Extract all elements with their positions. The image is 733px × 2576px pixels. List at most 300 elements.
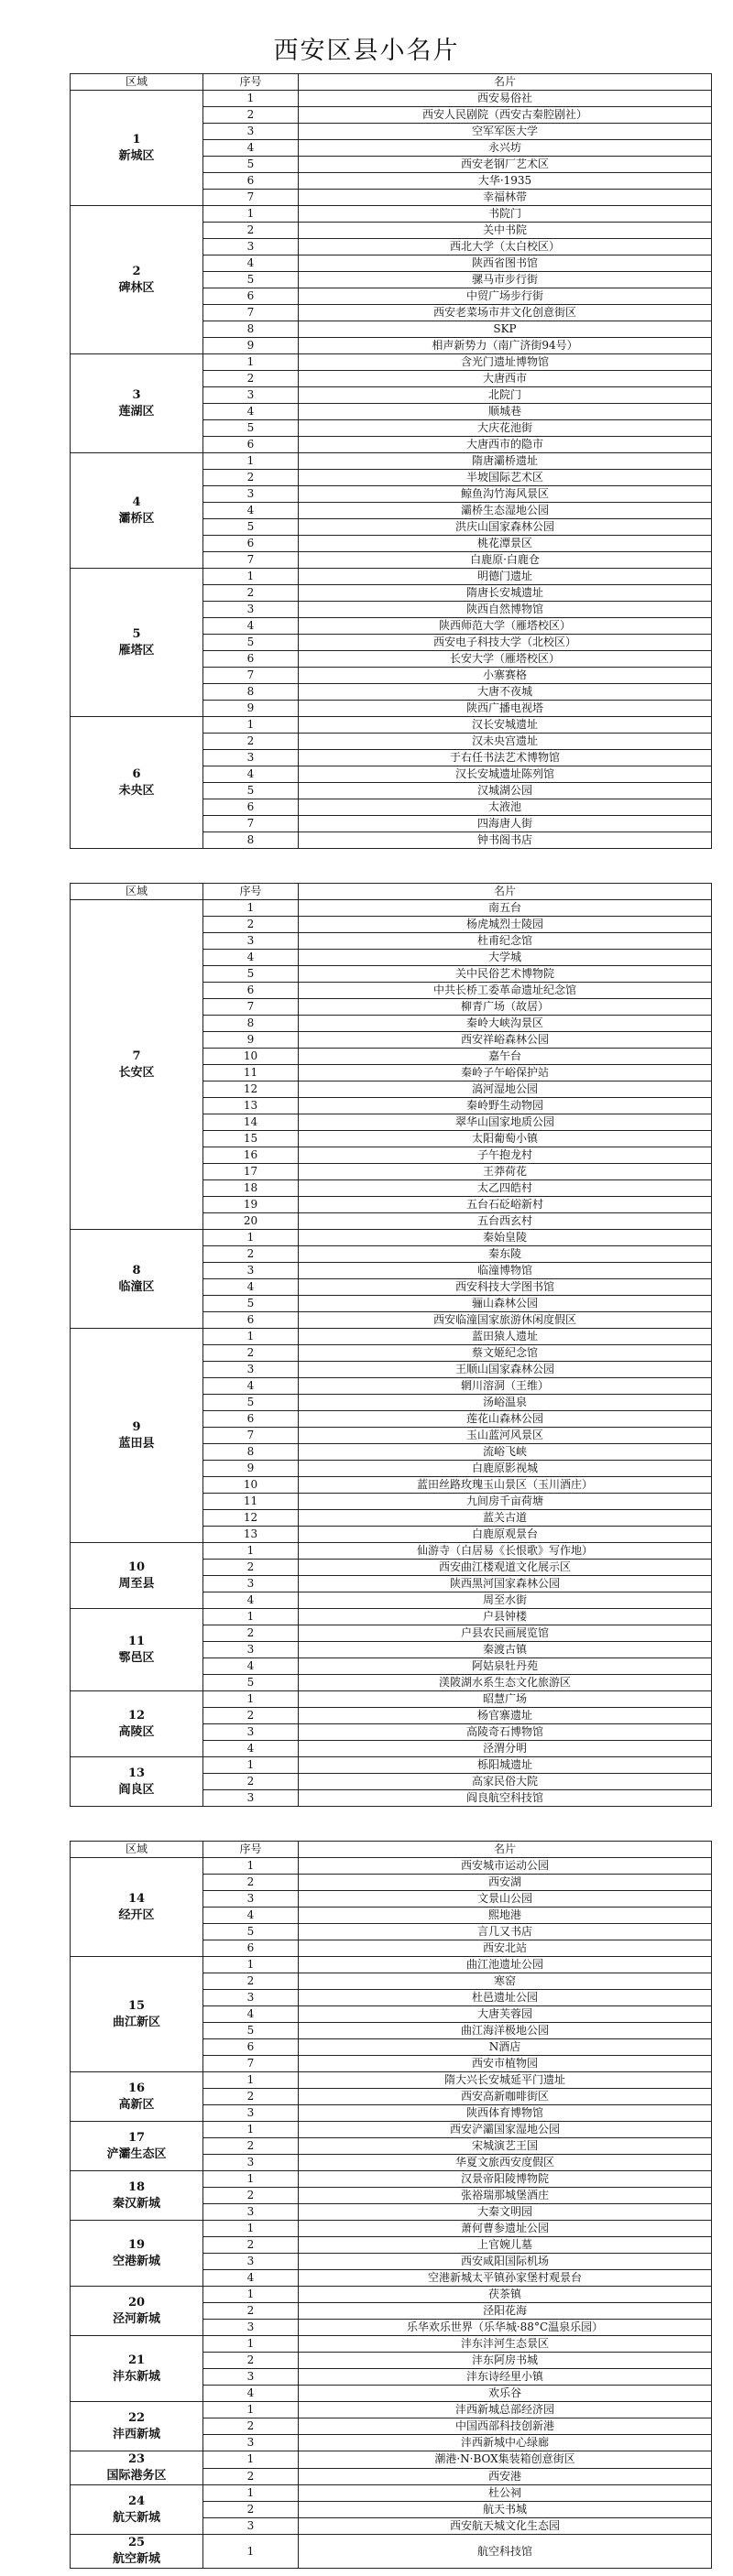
item-index: 7 — [203, 305, 299, 321]
item-index: 6 — [203, 1411, 299, 1428]
item-name: 秦渡古镇 — [299, 1642, 712, 1658]
header-row — [71, 1842, 712, 1858]
item-index: 5 — [203, 966, 299, 983]
district-cell — [71, 1543, 203, 1609]
item-name: 萧何曹参遗址公园 — [299, 2221, 712, 2237]
item-index: 5 — [203, 272, 299, 288]
item-index: 5 — [203, 635, 299, 651]
section-gap — [0, 849, 733, 883]
item-index: 1 — [203, 2535, 299, 2569]
item-index: 2 — [203, 2502, 299, 2518]
district-cell — [71, 569, 203, 717]
item-name: 西安湖 — [299, 1875, 712, 1891]
item-index: 5 — [203, 420, 299, 437]
item-name: 西安浐灞国家湿地公园 — [299, 2122, 712, 2138]
item-index: 4 — [203, 140, 299, 157]
item-index: 1 — [203, 2287, 299, 2303]
district-name: 蓝田县 — [118, 1436, 155, 1451]
district-number: 11 — [127, 1634, 146, 1648]
item-index: 3 — [203, 1790, 299, 1807]
district-cell — [71, 1957, 203, 2072]
item-name: 明德门遗址 — [299, 569, 712, 585]
item-index: 8 — [203, 321, 299, 338]
item-index: 6 — [203, 536, 299, 552]
table-row — [71, 1957, 712, 1973]
district-cell — [71, 2221, 203, 2287]
district-cell — [71, 900, 203, 1230]
item-index: 1 — [203, 1543, 299, 1560]
item-index: 8 — [203, 684, 299, 701]
item-name: 钟书阁书店 — [299, 832, 712, 849]
item-index: 5 — [203, 157, 299, 173]
item-name: 杜甫纪念馆 — [299, 933, 712, 950]
district-table — [70, 1841, 712, 2569]
item-index: 3 — [203, 602, 299, 618]
item-index: 13 — [203, 1527, 299, 1543]
item-index: 11 — [203, 1494, 299, 1510]
item-index: 4 — [203, 503, 299, 519]
item-name: 户县钟楼 — [299, 1609, 712, 1625]
item-index: 9 — [203, 1461, 299, 1477]
item-name: 洪庆山国家森林公园 — [299, 519, 712, 536]
item-name: 西安市植物园 — [299, 2056, 712, 2072]
item-index: 7 — [203, 552, 299, 569]
district-name: 秦汉新城 — [112, 2196, 160, 2211]
district-number: 24 — [127, 2494, 146, 2508]
item-index: 3 — [203, 2369, 299, 2386]
item-index: 9 — [203, 1032, 299, 1049]
item-name: 宋城演艺王国 — [299, 2138, 712, 2155]
district-number: 21 — [127, 2353, 146, 2367]
item-name: 大华·1935 — [299, 173, 712, 190]
item-index: 1 — [203, 2336, 299, 2353]
item-index: 4 — [203, 404, 299, 420]
item-index: 6 — [203, 651, 299, 668]
item-name: 西安易俗社 — [299, 91, 712, 107]
item-name: 西安祥峪森林公园 — [299, 1032, 712, 1049]
item-name: 西安老菜场市井文化创意街区 — [299, 305, 712, 321]
item-index: 3 — [203, 2435, 299, 2451]
item-name: 航空科技馆 — [299, 2535, 712, 2569]
district-cell — [71, 2535, 203, 2569]
item-name: 户县农民画展览馆 — [299, 1625, 712, 1642]
district-cell — [71, 2287, 203, 2336]
item-name: 曲江池遗址公园 — [299, 1957, 712, 1973]
item-name: 乐华欢乐世界（乐华城·88°C温泉乐园） — [299, 2320, 712, 2336]
item-name: 顺城巷 — [299, 404, 712, 420]
item-name: 关中书院 — [299, 223, 712, 239]
item-name: 翠华山国家地质公园 — [299, 1114, 712, 1131]
item-index: 3 — [203, 387, 299, 404]
item-index: 1 — [203, 717, 299, 734]
item-name: 蓝关古道 — [299, 1510, 712, 1527]
district-name: 雁塔区 — [118, 643, 155, 658]
item-name: 杨虎城烈士陵园 — [299, 917, 712, 933]
item-index: 2 — [203, 1973, 299, 1990]
item-index: 16 — [203, 1147, 299, 1164]
district-name: 高新区 — [118, 2097, 155, 2112]
item-name: 仙游寺（白居易《长恨歌》写作地） — [299, 1543, 712, 1560]
item-index: 2 — [203, 470, 299, 486]
district-tables — [0, 73, 733, 2569]
item-index: 1 — [203, 1329, 299, 1345]
item-index: 6 — [203, 799, 299, 816]
item-name: 沣东沣河生态景区 — [299, 2336, 712, 2353]
item-index: 7 — [203, 2056, 299, 2072]
item-index: 1 — [203, 2451, 299, 2469]
item-index: 3 — [203, 239, 299, 255]
district-number: 8 — [132, 1263, 141, 1277]
item-index: 1 — [203, 1691, 299, 1708]
item-index: 5 — [203, 1924, 299, 1940]
header-index: 序号 — [203, 1842, 299, 1858]
item-name: 汉景帝阳陵博物院 — [299, 2171, 712, 2188]
item-name: 白鹿原观景台 — [299, 1527, 712, 1543]
item-name: 西安咸阳国际机场 — [299, 2254, 712, 2270]
district-name: 未央区 — [118, 783, 155, 798]
district-name: 空港新城 — [112, 2254, 160, 2268]
district-name: 新城区 — [118, 148, 155, 163]
item-index: 5 — [203, 783, 299, 799]
item-index: 4 — [203, 618, 299, 635]
item-name: N酒店 — [299, 2039, 712, 2056]
district-cell — [71, 1329, 203, 1543]
item-index: 2 — [203, 223, 299, 239]
district-name: 泾河新城 — [112, 2311, 160, 2326]
item-name: 汉长安城遗址 — [299, 717, 712, 734]
item-name: 空军军医大学 — [299, 124, 712, 140]
item-index: 4 — [203, 1658, 299, 1675]
item-name: 五台石砭峪新村 — [299, 1197, 712, 1213]
item-name: 大学城 — [299, 950, 712, 966]
item-name: 长安大学（雁塔校区） — [299, 651, 712, 668]
district-cell — [71, 1757, 203, 1807]
item-index: 12 — [203, 1081, 299, 1098]
item-name: 陕西广播电视塔 — [299, 701, 712, 717]
item-index: 2 — [203, 1560, 299, 1576]
header-district: 区域 — [71, 1842, 203, 1858]
item-index: 2 — [203, 585, 299, 602]
item-index: 1 — [203, 91, 299, 107]
item-index: 1 — [203, 1957, 299, 1973]
item-name: 昭慧广场 — [299, 1691, 712, 1708]
table-row — [71, 1329, 712, 1345]
district-cell — [71, 1691, 203, 1757]
item-name: 灞桥生态湿地公园 — [299, 503, 712, 519]
item-name: 华夏文旅西安度假区 — [299, 2155, 712, 2171]
item-index: 1 — [203, 206, 299, 223]
item-index: 8 — [203, 1016, 299, 1032]
item-index: 3 — [203, 1576, 299, 1592]
district-cell — [71, 2451, 203, 2485]
district-cell — [71, 2485, 203, 2535]
item-name: 渼陂湖水系生态文化旅游区 — [299, 1675, 712, 1691]
item-name: 子午抱龙村 — [299, 1147, 712, 1164]
item-index: 4 — [203, 1279, 299, 1296]
item-index: 15 — [203, 1131, 299, 1147]
district-cell — [71, 2336, 203, 2402]
district-cell — [71, 2072, 203, 2122]
district-name: 沣西新城 — [112, 2427, 160, 2441]
item-name: 幸福林带 — [299, 190, 712, 206]
item-index: 4 — [203, 2386, 299, 2402]
district-cell — [71, 2402, 203, 2451]
district-cell — [71, 2122, 203, 2171]
header-district: 区域 — [71, 884, 203, 900]
item-index: 2 — [203, 1345, 299, 1362]
item-index: 5 — [203, 1675, 299, 1691]
item-index: 2 — [203, 1708, 299, 1724]
item-name: 周至水街 — [299, 1592, 712, 1609]
header-name: 名片 — [299, 74, 712, 91]
item-name: 阿姑泉牡丹苑 — [299, 1658, 712, 1675]
item-name: 曲江海洋极地公园 — [299, 2023, 712, 2039]
item-index: 3 — [203, 486, 299, 503]
item-name: 沣东阿房书城 — [299, 2353, 712, 2369]
item-index: 2 — [203, 2237, 299, 2254]
header-name: 名片 — [299, 884, 712, 900]
item-index: 2 — [203, 107, 299, 124]
item-index: 1 — [203, 453, 299, 470]
district-name: 阎良区 — [118, 1782, 155, 1797]
item-name: 陕西自然博物馆 — [299, 602, 712, 618]
item-index: 3 — [203, 750, 299, 766]
item-index: 4 — [203, 1378, 299, 1395]
district-name: 国际港务区 — [106, 2469, 167, 2483]
item-name: 上官婉儿墓 — [299, 2237, 712, 2254]
table-row — [71, 2287, 712, 2303]
item-index: 3 — [203, 2204, 299, 2221]
item-index: 3 — [203, 2518, 299, 2535]
item-index: 1 — [203, 1230, 299, 1246]
item-index: 18 — [203, 1180, 299, 1197]
district-name: 高陵区 — [118, 1724, 155, 1739]
item-index: 9 — [203, 701, 299, 717]
item-index: 3 — [203, 1642, 299, 1658]
district-number: 18 — [127, 2179, 146, 2194]
item-name: 辋川溶洞（王维） — [299, 1378, 712, 1395]
item-index: 5 — [203, 519, 299, 536]
district-cell — [71, 453, 203, 569]
item-name: 西安港 — [299, 2468, 712, 2485]
item-index: 1 — [203, 2221, 299, 2237]
district-cell — [71, 206, 203, 354]
item-index: 1 — [203, 354, 299, 371]
item-name: 大秦文明园 — [299, 2204, 712, 2221]
item-name: 西安曲江楼观道文化展示区 — [299, 1560, 712, 1576]
item-index: 6 — [203, 437, 299, 453]
item-name: 中贸广场步行街 — [299, 288, 712, 305]
item-name: 关中民俗艺术博物院 — [299, 966, 712, 983]
table-row — [71, 717, 712, 734]
table-row — [71, 2402, 712, 2418]
item-name: 秦岭大峡沟景区 — [299, 1016, 712, 1032]
item-index: 1 — [203, 2072, 299, 2089]
header-index: 序号 — [203, 884, 299, 900]
item-name: 欢乐谷 — [299, 2386, 712, 2402]
item-index: 2 — [203, 2138, 299, 2155]
district-cell — [71, 1858, 203, 1957]
item-index: 2 — [203, 917, 299, 933]
item-name: 阎良航空科技馆 — [299, 1790, 712, 1807]
item-name: 五台西玄村 — [299, 1213, 712, 1230]
item-name: 言几又书店 — [299, 1924, 712, 1940]
item-index: 2 — [203, 1246, 299, 1263]
item-name: 汉长安城遗址陈列馆 — [299, 766, 712, 783]
item-name: 陕西省图书馆 — [299, 255, 712, 272]
item-name: 张裕瑞那城堡酒庄 — [299, 2188, 712, 2204]
item-name: 寒窑 — [299, 1973, 712, 1990]
item-index: 2 — [203, 2353, 299, 2369]
item-name: 汉城湖公园 — [299, 783, 712, 799]
district-name: 莲湖区 — [118, 404, 155, 418]
district-cell — [71, 1609, 203, 1691]
table-row — [71, 1757, 712, 1774]
item-name: 桃花潭景区 — [299, 536, 712, 552]
district-number: 6 — [132, 766, 141, 781]
item-name: 玉山蓝河风景区 — [299, 1428, 712, 1444]
item-name: 西北大学（太白校区） — [299, 239, 712, 255]
district-name: 航空新城 — [112, 2552, 160, 2566]
table-row — [71, 2336, 712, 2353]
item-name: 秦东陵 — [299, 1246, 712, 1263]
item-index: 3 — [203, 1990, 299, 2006]
district-name: 灞桥区 — [118, 511, 155, 526]
item-index: 1 — [203, 569, 299, 585]
item-name: 临潼博物馆 — [299, 1263, 712, 1279]
item-index: 4 — [203, 1741, 299, 1757]
district-cell — [71, 91, 203, 206]
table-row — [71, 2535, 712, 2569]
item-index: 3 — [203, 2320, 299, 2336]
district-name: 浐灞生态区 — [106, 2147, 167, 2161]
item-index: 4 — [203, 1908, 299, 1924]
item-index: 3 — [203, 1724, 299, 1741]
item-index: 6 — [203, 983, 299, 999]
district-number: 12 — [127, 1708, 146, 1723]
item-name: 大唐不夜城 — [299, 684, 712, 701]
item-name: 隋唐长安城遗址 — [299, 585, 712, 602]
item-index: 7 — [203, 999, 299, 1016]
district-name: 经开区 — [118, 1908, 155, 1922]
item-name: 蓝田猿人遗址 — [299, 1329, 712, 1345]
item-index: 2 — [203, 2468, 299, 2485]
item-index: 4 — [203, 950, 299, 966]
table-row — [71, 1543, 712, 1560]
item-name: 白鹿原·白鹿仓 — [299, 552, 712, 569]
item-index: 4 — [203, 2006, 299, 2023]
district-number: 13 — [127, 1766, 146, 1780]
item-index: 1 — [203, 2122, 299, 2138]
item-name: 茯茶镇 — [299, 2287, 712, 2303]
item-name: 嘉午台 — [299, 1049, 712, 1065]
item-name: 秦岭子午峪保护站 — [299, 1065, 712, 1081]
item-name: 永兴坊 — [299, 140, 712, 157]
district-number: 25 — [127, 2536, 146, 2549]
item-name: 白鹿原影视城 — [299, 1461, 712, 1477]
table-row — [71, 91, 712, 107]
district-name: 周至县 — [118, 1576, 155, 1591]
district-name: 临潼区 — [118, 1279, 155, 1294]
item-name: 九间房千亩荷塘 — [299, 1494, 712, 1510]
item-index: 11 — [203, 1065, 299, 1081]
item-name: 骊山森林公园 — [299, 1296, 712, 1312]
item-index: 2 — [203, 734, 299, 750]
district-table — [70, 883, 712, 1807]
item-name: 陕西黑河国家森林公园 — [299, 1576, 712, 1592]
item-name: 西安高新咖啡街区 — [299, 2089, 712, 2105]
item-name: 沣西新城中心绿廊 — [299, 2435, 712, 2451]
table-row — [71, 354, 712, 371]
header-district: 区域 — [71, 74, 203, 91]
table-row — [71, 1858, 712, 1875]
item-index: 4 — [203, 766, 299, 783]
district-name: 鄠邑区 — [118, 1650, 155, 1665]
district-name: 长安区 — [118, 1065, 155, 1080]
item-name: 西安科技大学图书馆 — [299, 1279, 712, 1296]
district-number: 22 — [127, 2410, 146, 2425]
item-index: 6 — [203, 1940, 299, 1957]
item-name: 陕西师范大学（雁塔校区） — [299, 618, 712, 635]
item-index: 3 — [203, 2155, 299, 2171]
item-index: 1 — [203, 2485, 299, 2502]
item-index: 3 — [203, 933, 299, 950]
item-name: 西安航天城文化生态园 — [299, 2518, 712, 2535]
table-row — [71, 2122, 712, 2138]
item-name: 大唐西市的隐市 — [299, 437, 712, 453]
item-index: 1 — [203, 1757, 299, 1774]
item-index: 9 — [203, 338, 299, 354]
item-name: 沣西新城总部经济园 — [299, 2402, 712, 2418]
item-index: 3 — [203, 2254, 299, 2270]
item-index: 3 — [203, 2105, 299, 2122]
item-name: 泾渭分明 — [299, 1741, 712, 1757]
header-name: 名片 — [299, 1842, 712, 1858]
item-name: 北院门 — [299, 387, 712, 404]
item-index: 6 — [203, 1312, 299, 1329]
item-index: 2 — [203, 2418, 299, 2435]
item-name: 王顺山国家森林公园 — [299, 1362, 712, 1378]
item-name: 骡马市步行街 — [299, 272, 712, 288]
page-title: 西安区县小名片 — [273, 37, 460, 65]
item-index: 3 — [203, 1263, 299, 1279]
district-number: 7 — [132, 1049, 141, 1063]
item-name: 杜邑遗址公园 — [299, 1990, 712, 2006]
item-name: 杨官寨遗址 — [299, 1708, 712, 1724]
district-table — [70, 73, 712, 849]
item-name: 西安人民剧院（西安古秦腔剧社） — [299, 107, 712, 124]
item-name: 太阳葡萄小镇 — [299, 1131, 712, 1147]
section-gap — [0, 1807, 733, 1841]
item-name: 高家民俗大院 — [299, 1774, 712, 1790]
item-name: 太乙四皓村 — [299, 1180, 712, 1197]
item-name: 航天书城 — [299, 2502, 712, 2518]
item-name: 书院门 — [299, 206, 712, 223]
item-name: 熙地港 — [299, 1908, 712, 1924]
district-cell — [71, 1230, 203, 1329]
district-name: 沣东新城 — [112, 2369, 160, 2384]
item-index: 14 — [203, 1114, 299, 1131]
item-name: 南五台 — [299, 900, 712, 917]
item-name: 汤峪温泉 — [299, 1395, 712, 1411]
item-name: 隋唐灞桥遗址 — [299, 453, 712, 470]
header-row — [71, 884, 712, 900]
district-cell — [71, 354, 203, 453]
item-name: 高陵奇石博物馆 — [299, 1724, 712, 1741]
item-name: 大唐芙蓉园 — [299, 2006, 712, 2023]
district-number: 17 — [127, 2130, 146, 2145]
item-name: 于右任书法艺术博物馆 — [299, 750, 712, 766]
